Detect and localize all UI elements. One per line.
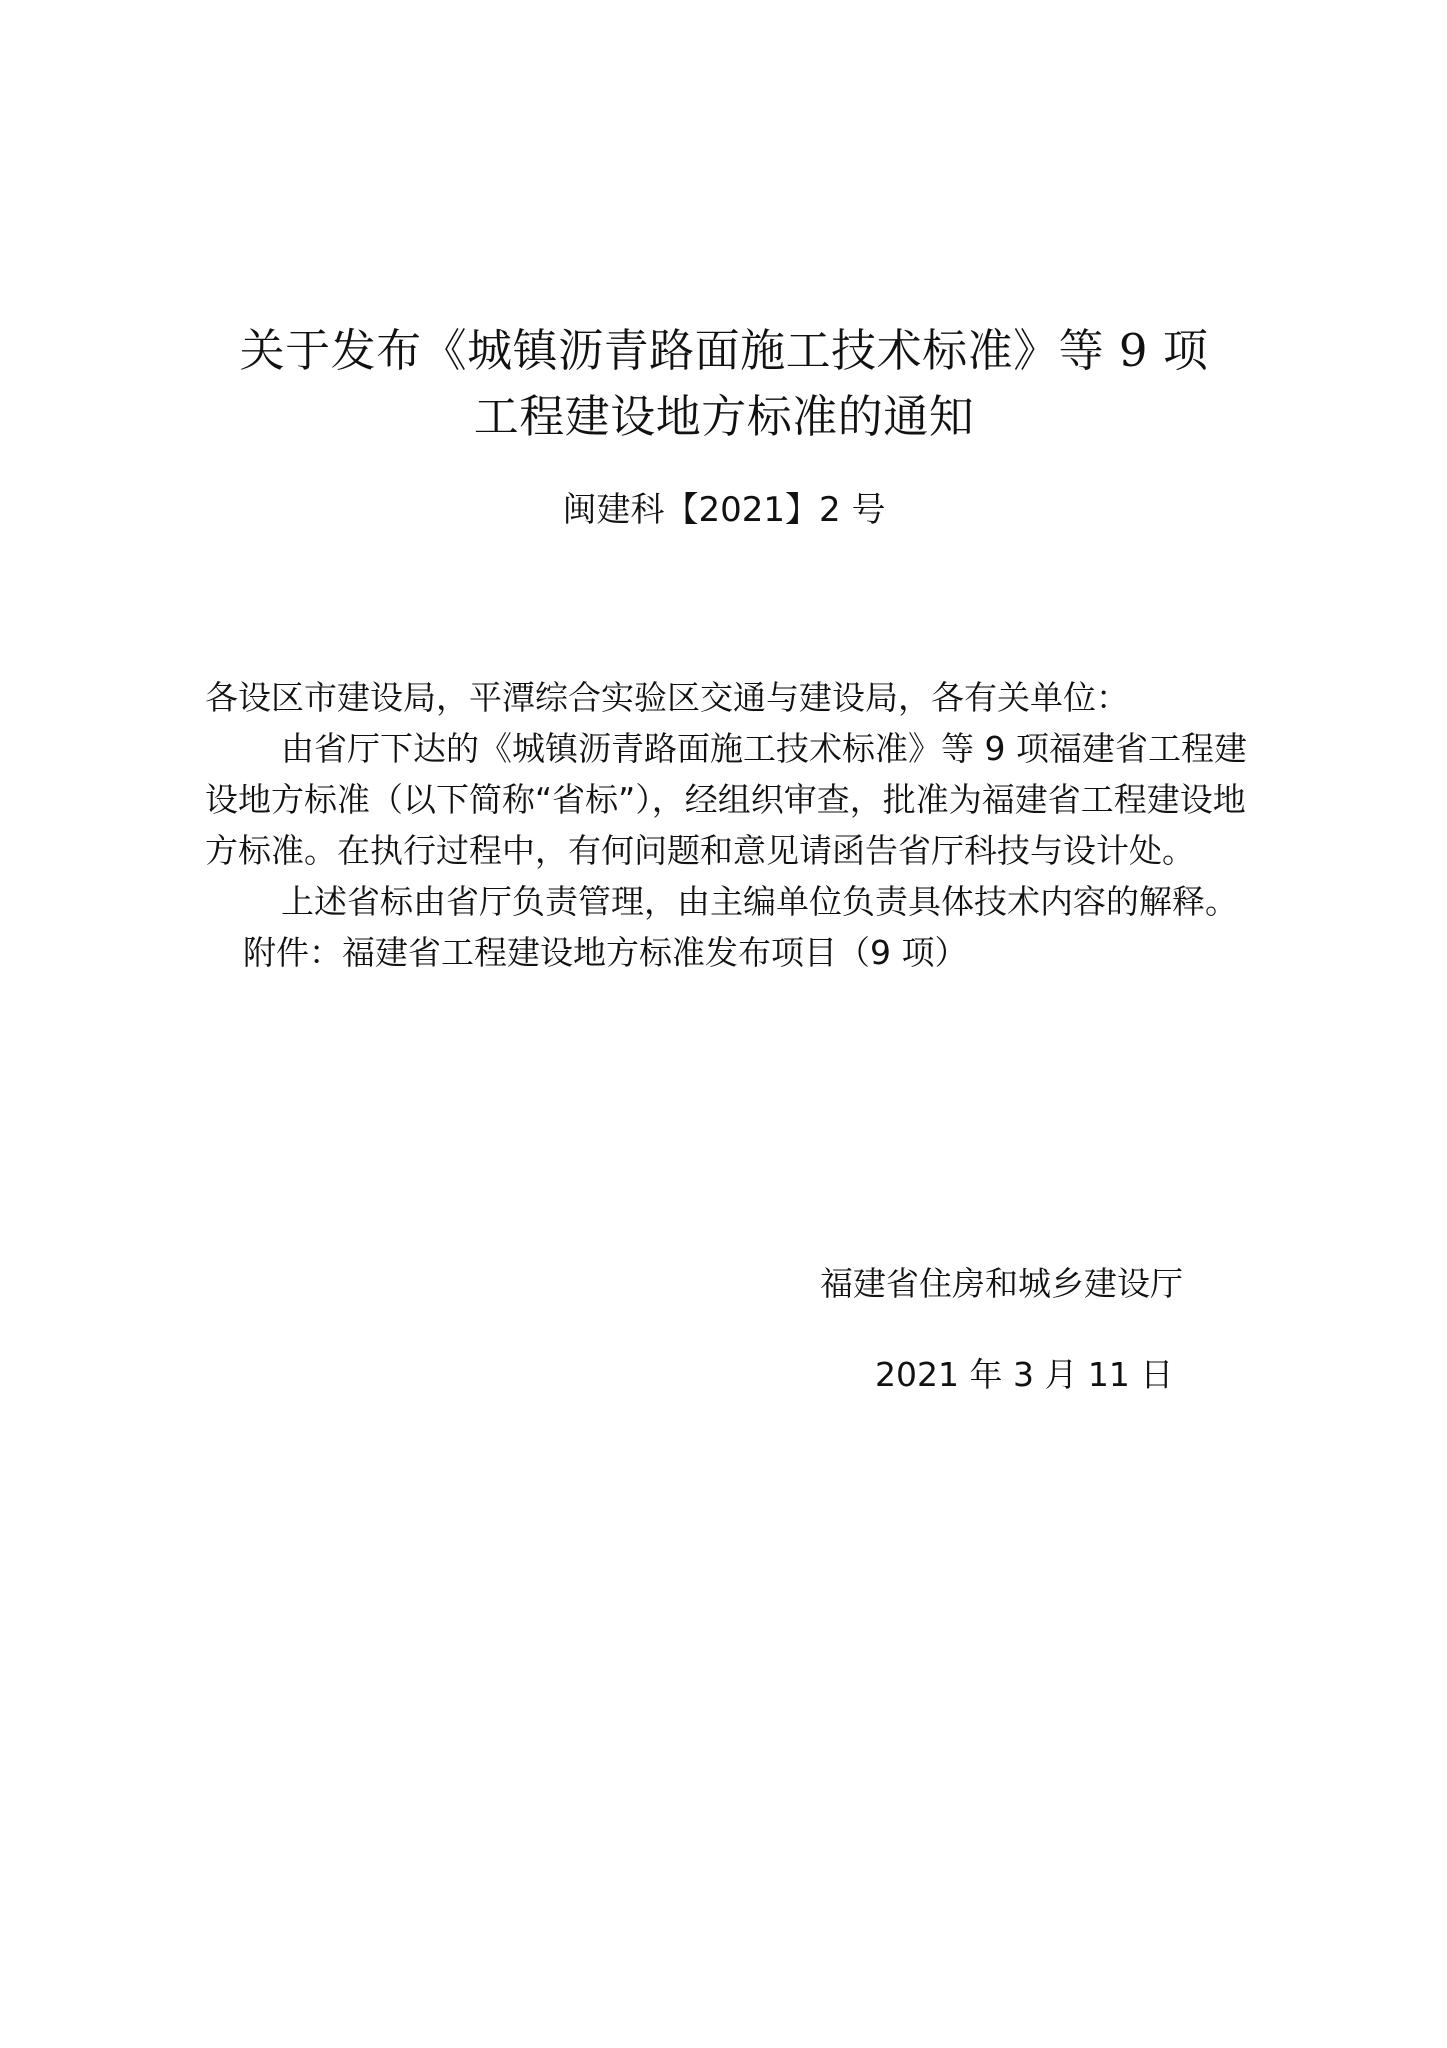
title-line-2: 工程建设地方标准的通知	[473, 390, 975, 443]
paragraph-approval: 由省厅下达的《城镇沥青路面施工技术标准》等 9 项福建省工程建设地方标准（以下简称“省标”），经组织审查，批准为福建省工程建设地方标准。在执行过程中，有何问题和意见请函告省厅科技与设计处。	[205, 729, 1247, 870]
issue-date: 2021 年 3 月 11 日	[875, 1355, 1174, 1394]
issuer-signature: 福建省住房和城乡建设厅	[820, 1264, 1183, 1303]
attachment-note: 附件：福建省工程建设地方标准发布项目（9 项）	[243, 933, 968, 972]
document-body	[205, 672, 1255, 978]
document-title	[200, 318, 1248, 450]
title-line-1: 关于发布《城镇沥青路面施工技术标准》等 9 项	[239, 324, 1209, 377]
salutation: 各设区市建设局，平潭综合实验区交通与建设局，各有关单位：	[205, 678, 1129, 717]
paragraph-management: 上述省标由省厅负责管理，由主编单位负责具体技术内容的解释。	[281, 882, 1238, 921]
document-number: 闽建科【2021】2 号	[562, 490, 886, 530]
